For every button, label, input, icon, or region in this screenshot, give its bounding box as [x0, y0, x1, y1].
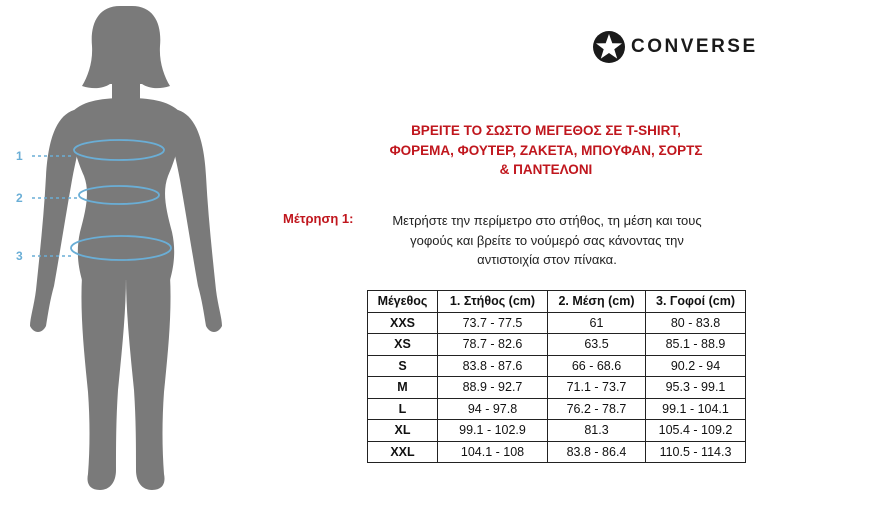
- size-chart-table: [367, 290, 746, 463]
- female-figure-icon: [0, 0, 260, 502]
- table-row: [368, 377, 746, 399]
- measurement-label: Μέτρηση 1:: [283, 211, 354, 226]
- size-cell: S: [368, 355, 438, 377]
- page-title: [370, 121, 722, 180]
- title-line-1: ΒΡΕΙΤΕ ΤΟ ΣΩΣΤΟ ΜΕΓΕΘΟΣ ΣΕ T-SHIRT,: [411, 123, 681, 138]
- hips-cell: 90.2 - 94: [646, 355, 746, 377]
- brand-logo: [592, 30, 758, 64]
- header-chest: 1. Στήθος (cm): [438, 291, 548, 313]
- waist-cell: 81.3: [548, 420, 646, 442]
- hips-cell: 80 - 83.8: [646, 312, 746, 334]
- chest-cell: 104.1 - 108: [438, 441, 548, 463]
- table-header-row: [368, 291, 746, 313]
- hips-cell: 99.1 - 104.1: [646, 398, 746, 420]
- waist-cell: 71.1 - 73.7: [548, 377, 646, 399]
- size-cell: XXL: [368, 441, 438, 463]
- hips-cell: 105.4 - 109.2: [646, 420, 746, 442]
- chest-cell: 78.7 - 82.6: [438, 334, 548, 356]
- table-row: [368, 398, 746, 420]
- brand-name: CONVERSE: [631, 36, 758, 57]
- table-row: [368, 441, 746, 463]
- size-cell: XXS: [368, 312, 438, 334]
- waist-cell: 66 - 68.6: [548, 355, 646, 377]
- title-line-3: & ΠΑΝΤΕΛΟΝΙ: [499, 162, 593, 177]
- header-hips: 3. Γοφοί (cm): [646, 291, 746, 313]
- title-line-2: ΦΟΡΕΜΑ, ΦΟΥΤΕΡ, ΖΑΚΕΤΑ, ΜΠΟΥΦΑΝ, ΣΟΡΤΣ: [389, 142, 703, 158]
- hips-cell: 85.1 - 88.9: [646, 334, 746, 356]
- table-row: [368, 355, 746, 377]
- instruction-line-2: γοφούς και βρείτε το νούμερό σας κάνοντας την: [410, 232, 684, 248]
- size-cell: L: [368, 398, 438, 420]
- hips-cell: 95.3 - 99.1: [646, 377, 746, 399]
- header-size: Μέγεθος: [368, 291, 438, 313]
- chest-cell: 99.1 - 102.9: [438, 420, 548, 442]
- size-cell: XS: [368, 334, 438, 356]
- instruction-line-3: αντιστοιχία στον πίνακα.: [477, 252, 617, 267]
- waist-cell: 83.8 - 86.4: [548, 441, 646, 463]
- waist-cell: 61: [548, 312, 646, 334]
- marker-chest-number: 1: [16, 149, 23, 163]
- star-chevron-icon: [592, 30, 626, 64]
- waist-cell: 63.5: [548, 334, 646, 356]
- hips-cell: 110.5 - 114.3: [646, 441, 746, 463]
- size-cell: XL: [368, 420, 438, 442]
- body-silhouette: [0, 0, 260, 502]
- marker-hips-number: 3: [16, 249, 23, 263]
- table-row: [368, 312, 746, 334]
- header-waist: 2. Μέση (cm): [548, 291, 646, 313]
- chest-cell: 94 - 97.8: [438, 398, 548, 420]
- chest-cell: 88.9 - 92.7: [438, 377, 548, 399]
- waist-cell: 76.2 - 78.7: [548, 398, 646, 420]
- measurement-instructions: [378, 211, 716, 270]
- size-cell: M: [368, 377, 438, 399]
- chest-cell: 73.7 - 77.5: [438, 312, 548, 334]
- table-row: [368, 334, 746, 356]
- table-row: [368, 420, 746, 442]
- instruction-line-1: Μετρήστε την περίμετρο στο στήθος, τη μέση και τους: [392, 213, 702, 228]
- marker-waist-number: 2: [16, 191, 23, 205]
- chest-cell: 83.8 - 87.6: [438, 355, 548, 377]
